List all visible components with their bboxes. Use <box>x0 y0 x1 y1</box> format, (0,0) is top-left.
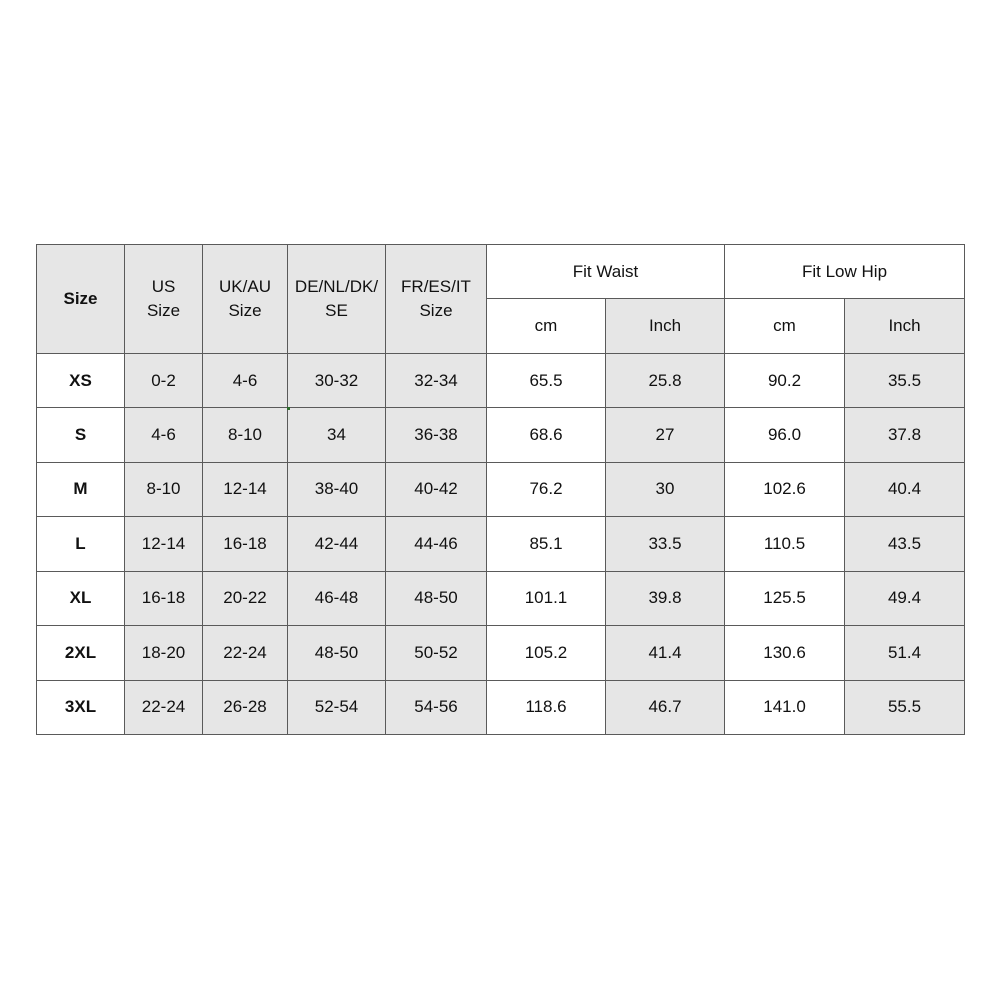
uk-au-size-header-line2: Size <box>228 300 262 320</box>
de-nl-dk-se-header-line1: DE/NL/DK/ <box>294 276 379 296</box>
size-cell: M <box>37 462 125 516</box>
us-size-cell: 16-18 <box>125 571 203 625</box>
us-size-header <box>125 245 203 354</box>
waist-cm-cell: 76.2 <box>487 462 606 516</box>
fr-es-it-size-cell: 48-50 <box>386 571 487 625</box>
de-nl-dk-se-cell: 34 <box>288 408 386 462</box>
uk-au-size-header-line1: UK/AU <box>219 276 271 296</box>
header-row-top <box>37 245 965 299</box>
waist-inch-cell: 39.8 <box>606 571 725 625</box>
us-size-cell: 18-20 <box>125 626 203 680</box>
stray-mark <box>287 407 290 410</box>
uk-au-size-cell: 26-28 <box>203 680 288 735</box>
size-header-cell: Size <box>37 245 125 354</box>
size-chart-table <box>36 244 965 735</box>
de-nl-dk-se-header-line2: SE <box>325 300 348 320</box>
us-size-cell: 12-14 <box>125 517 203 571</box>
hip-cm-cell: 110.5 <box>725 517 845 571</box>
fit-low-hip-header: Fit Low Hip <box>725 245 965 299</box>
waist-inch-cell: 30 <box>606 462 725 516</box>
uk-au-size-cell: 8-10 <box>203 408 288 462</box>
hip-inch-cell: 55.5 <box>845 680 965 735</box>
table-row <box>37 680 965 735</box>
size-cell: 2XL <box>37 626 125 680</box>
hip-cm-header: cm <box>725 299 845 353</box>
table-row <box>37 353 965 407</box>
table-row <box>37 626 965 680</box>
waist-inch-cell: 27 <box>606 408 725 462</box>
size-cell: L <box>37 517 125 571</box>
hip-inch-cell: 40.4 <box>845 462 965 516</box>
hip-cm-cell: 125.5 <box>725 571 845 625</box>
waist-cm-cell: 105.2 <box>487 626 606 680</box>
hip-inch-cell: 43.5 <box>845 517 965 571</box>
size-cell: XS <box>37 353 125 407</box>
hip-inch-cell: 49.4 <box>845 571 965 625</box>
uk-au-size-cell: 16-18 <box>203 517 288 571</box>
waist-inch-header: Inch <box>606 299 725 353</box>
waist-inch-cell: 46.7 <box>606 680 725 735</box>
hip-cm-cell: 102.6 <box>725 462 845 516</box>
de-nl-dk-se-header <box>288 245 386 354</box>
fr-es-it-size-header-line2: Size <box>419 300 453 320</box>
uk-au-size-cell: 12-14 <box>203 462 288 516</box>
hip-cm-cell: 130.6 <box>725 626 845 680</box>
table-row <box>37 462 965 516</box>
fr-es-it-size-cell: 50-52 <box>386 626 487 680</box>
de-nl-dk-se-cell: 46-48 <box>288 571 386 625</box>
us-size-header-line2: Size <box>146 300 181 320</box>
hip-inch-header: Inch <box>845 299 965 353</box>
hip-cm-cell: 90.2 <box>725 353 845 407</box>
uk-au-size-cell: 20-22 <box>203 571 288 625</box>
hip-inch-cell: 37.8 <box>845 408 965 462</box>
us-size-cell: 4-6 <box>125 408 203 462</box>
table-row <box>37 408 965 462</box>
size-cell: 3XL <box>37 680 125 735</box>
waist-cm-cell: 68.6 <box>487 408 606 462</box>
waist-cm-cell: 101.1 <box>487 571 606 625</box>
fr-es-it-size-cell: 40-42 <box>386 462 487 516</box>
de-nl-dk-se-cell: 52-54 <box>288 680 386 735</box>
de-nl-dk-se-cell: 42-44 <box>288 517 386 571</box>
fr-es-it-size-cell: 32-34 <box>386 353 487 407</box>
waist-inch-cell: 33.5 <box>606 517 725 571</box>
fr-es-it-size-cell: 54-56 <box>386 680 487 735</box>
uk-au-size-cell: 22-24 <box>203 626 288 680</box>
hip-inch-cell: 51.4 <box>845 626 965 680</box>
us-size-cell: 8-10 <box>125 462 203 516</box>
hip-cm-cell: 96.0 <box>725 408 845 462</box>
hip-inch-cell: 35.5 <box>845 353 965 407</box>
uk-au-size-cell: 4-6 <box>203 353 288 407</box>
waist-inch-cell: 25.8 <box>606 353 725 407</box>
fr-es-it-size-header <box>386 245 487 354</box>
size-table-body <box>37 245 965 735</box>
table-row <box>37 571 965 625</box>
size-cell: S <box>37 408 125 462</box>
waist-inch-cell: 41.4 <box>606 626 725 680</box>
waist-cm-cell: 85.1 <box>487 517 606 571</box>
de-nl-dk-se-cell: 30-32 <box>288 353 386 407</box>
size-cell: XL <box>37 571 125 625</box>
waist-cm-cell: 118.6 <box>487 680 606 735</box>
fr-es-it-size-cell: 36-38 <box>386 408 487 462</box>
waist-cm-header: cm <box>487 299 606 353</box>
fr-es-it-size-header-line1: FR/ES/IT <box>401 276 471 296</box>
de-nl-dk-se-cell: 48-50 <box>288 626 386 680</box>
us-size-cell: 22-24 <box>125 680 203 735</box>
de-nl-dk-se-cell: 38-40 <box>288 462 386 516</box>
table-row <box>37 517 965 571</box>
us-size-cell: 0-2 <box>125 353 203 407</box>
fit-waist-header: Fit Waist <box>487 245 725 299</box>
waist-cm-cell: 65.5 <box>487 353 606 407</box>
fr-es-it-size-cell: 44-46 <box>386 517 487 571</box>
hip-cm-cell: 141.0 <box>725 680 845 735</box>
uk-au-size-header <box>203 245 288 354</box>
us-size-header-line1: US <box>151 276 176 296</box>
